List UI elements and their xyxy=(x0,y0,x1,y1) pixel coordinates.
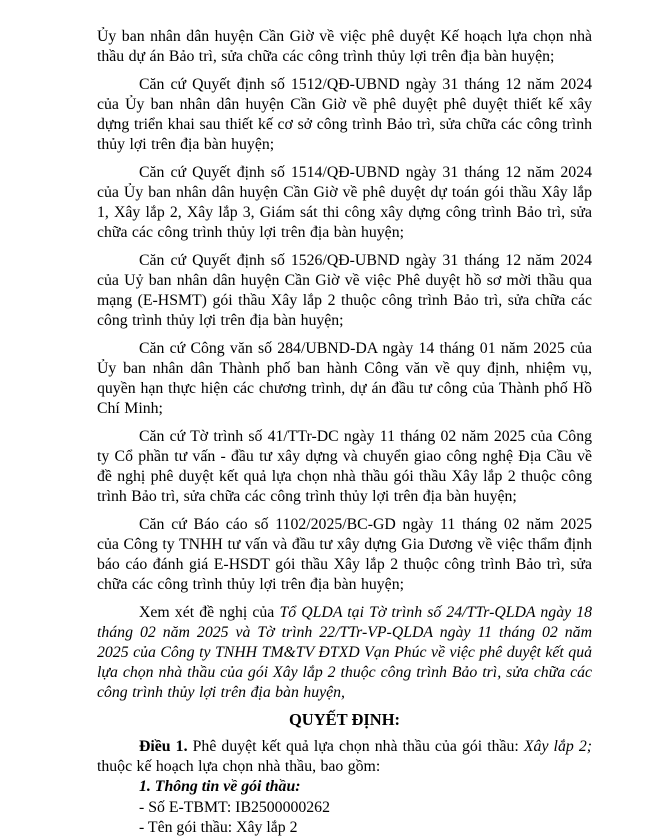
decision-heading: QUYẾT ĐỊNH: xyxy=(288,710,401,729)
consideration-italic-text: Tổ QLDA tại Tờ trình số 24/TTr-QLDA ngày 18 tháng 02 năm 2025 và Tờ trình 22/TTr-VP-QLDA ngày 11 tháng 02 năm 2025 của Công ty TNHH TM&TV ĐTXD Vạn Phúc về việc phê duyệt kết quả lựa chọn nhà thầu của gói Xây lắp 2 thuộc công trình Bảo trì, sửa chữa các công trình thủy lợi trên địa bàn huyện, xyxy=(97,604,592,701)
paragraph-recital-report-1102: Căn cứ Báo cáo số 1102/2025/BC-GD ngày 11 tháng 02 năm 2025 của Công ty TNHH tư vấn và đầu tư xây dựng Gia Dương về việc thẩm định báo cáo đánh giá E-HSDT gói thầu Xây lắp 2 thuộc công trình Bảo trì, sửa chữa các công trình thủy lợi trên địa bàn huyện; xyxy=(97,516,592,593)
paragraph-article-1 xyxy=(97,737,592,777)
consideration-lead-text: Xem xét đề nghị của xyxy=(139,604,280,621)
article-1-text-before-package: Phê duyệt kết quả lựa chọn nhà thầu của gói thầu: xyxy=(187,738,524,755)
article-1-text-after-package: thuộc kế hoạch lựa chọn nhà thầu, bao gồm: xyxy=(97,758,381,775)
detail-line-etbmt-number: - Số E-TBMT: IB2500000262 xyxy=(139,798,330,816)
paragraph-recital-decision-1512: Căn cứ Quyết định số 1512/QĐ-UBND ngày 31 tháng 12 năm 2024 của Ủy ban nhân dân huyện Cần Giờ về phê duyệt phê duyệt thiết kế xây dựng triển khai sau thiết kế cơ sở công trình Bảo trì, sửa chữa các công trình thủy lợi trên địa bàn huyện; xyxy=(97,76,592,153)
article-1-package-name: Xây lắp 2; xyxy=(523,738,592,755)
paragraph-recital-official-letter-284: Căn cứ Công văn số 284/UBND-DA ngày 14 tháng 01 năm 2025 của Ủy ban nhân dân Thành phố ban hành Công văn về quy định, nhiệm vụ, quyền hạn thực hiện các chương trình, dự án đầu tư công của Thành phố Hồ Chí Minh; xyxy=(97,340,592,417)
paragraph-continuation: Ủy ban nhân dân huyện Cần Giờ về việc phê duyệt Kế hoạch lựa chọn nhà thầu dự án Bảo trì, sửa chữa các công trình thủy lợi trên địa bàn huyện; xyxy=(97,28,592,65)
paragraph-recital-decision-1514: Căn cứ Quyết định số 1514/QĐ-UBND ngày 31 tháng 12 năm 2024 của Ủy ban nhân dân huyện Cần Giờ về phê duyệt dự toán gói thầu Xây lắp 1, Xây lắp 2, Xây lắp 3, Giám sát thi công xây dựng công trình Bảo trì, sửa chữa các công trình thủy lợi trên địa bàn huyện; xyxy=(97,164,592,241)
paragraph-consideration xyxy=(97,603,592,703)
paragraph-recital-decision-1526: Căn cứ Quyết định số 1526/QĐ-UBND ngày 31 tháng 12 năm 2024 của Uỷ ban nhân dân huyện Cần Giờ về việc Phê duyệt hồ sơ mời thầu qua mạng (E-HSMT) gói thầu Xây lắp 2 thuộc công trình Bảo trì, sửa chữa các công trình thủy lợi trên địa bàn huyện; xyxy=(97,252,592,329)
article-1-label: Điều 1. xyxy=(139,738,188,755)
detail-line-package-name: - Tên gói thầu: Xây lắp 2 xyxy=(139,819,298,836)
paragraph-recital-proposal-41: Căn cứ Tờ trình số 41/TTr-DC ngày 11 tháng 02 năm 2025 của Công ty Cổ phần tư vấn - đầu tư xây dựng và chuyển giao công nghệ Địa Cầu về đề nghị phê duyệt kết quả lựa chọn nhà thầu gói thầu Xây lắp 2 thuộc công trình Bảo trì, sửa chữa các công trình thủy lợi trên địa bàn huyện; xyxy=(97,428,592,505)
section-1-heading: 1. Thông tin về gói thầu: xyxy=(139,778,301,795)
